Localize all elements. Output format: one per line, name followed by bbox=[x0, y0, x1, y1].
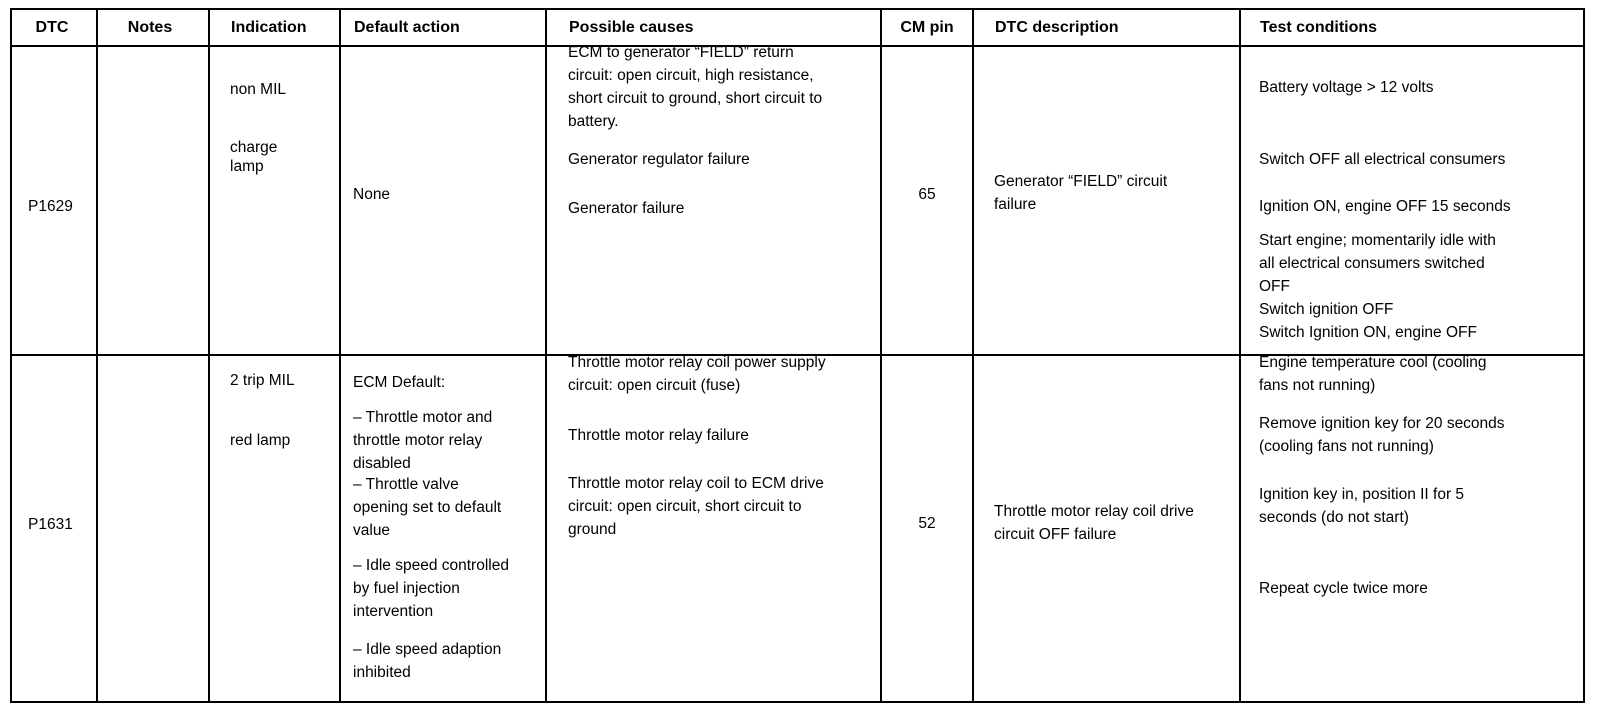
dtc-description-cell: Throttle motor relay coil drive circuit OFF failure bbox=[973, 355, 1240, 702]
header-row bbox=[11, 9, 1584, 46]
table-row bbox=[11, 46, 1584, 355]
dtc-cell: P1629 bbox=[11, 46, 97, 355]
possible-causes-cell: ECM to generator “FIELD” return circuit: open circuit, high resistance, short circuit to ground, short circuit to battery. Generator regulator failure Generator failure bbox=[546, 46, 881, 355]
default-action-cell: None bbox=[340, 46, 546, 355]
header-dtc: DTC bbox=[11, 9, 97, 46]
table-row bbox=[11, 355, 1584, 702]
dtc-description-cell: Generator “FIELD” circuit failure bbox=[973, 46, 1240, 355]
cm-pin-cell: 52 bbox=[881, 355, 973, 702]
indication-cell: non MIL charge lamp bbox=[209, 46, 340, 355]
header-dtc-description: DTC description bbox=[973, 9, 1240, 46]
dtc-table bbox=[10, 8, 1585, 703]
header-default-action: Default action bbox=[340, 9, 546, 46]
header-cm-pin: CM pin bbox=[881, 9, 973, 46]
default-action-cell: ECM Default: – Throttle motor and throttle motor relay disabled – Throttle valve opening set to default value – Idle speed controlled by fuel injection intervention – Idle speed adaption inhibited bbox=[340, 355, 546, 702]
test-conditions-cell: Battery voltage > 12 volts Switch OFF all electrical consumers Ignition ON, engine OFF 15 seconds Start engine; momentarily idle with all electrical consumers switched OFF Switch ignition OFF Switch Ignition ON, engine OFF bbox=[1240, 46, 1584, 355]
header-notes: Notes bbox=[97, 9, 209, 46]
notes-cell bbox=[97, 46, 209, 355]
notes-cell bbox=[97, 355, 209, 702]
indication-cell: 2 trip MIL red lamp bbox=[209, 355, 340, 702]
header-indication: Indication bbox=[209, 9, 340, 46]
possible-causes-cell: Throttle motor relay coil power supply circuit: open circuit (fuse) Throttle motor relay failure Throttle motor relay coil to ECM drive circuit: open circuit, short circuit to ground bbox=[546, 355, 881, 702]
header-test-conditions: Test conditions bbox=[1240, 9, 1584, 46]
dtc-cell: P1631 bbox=[11, 355, 97, 702]
cm-pin-cell: 65 bbox=[881, 46, 973, 355]
test-conditions-cell: Engine temperature cool (cooling fans not running) Remove ignition key for 20 seconds (cooling fans not running) Ignition key in, position II for 5 seconds (do not start) Repeat cycle twice more bbox=[1240, 355, 1584, 702]
header-possible-causes: Possible causes bbox=[546, 9, 881, 46]
